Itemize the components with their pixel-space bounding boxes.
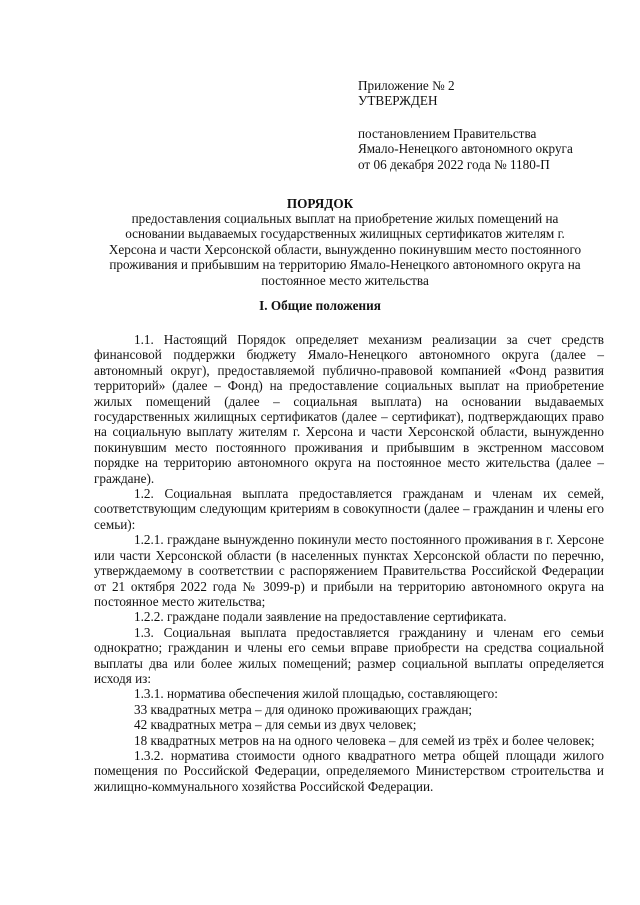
section-heading: I. Общие положения [259,298,381,313]
paragraph-1-2: 1.2. Социальная выплата предоставляется гражданам и членам их семей, соответствующим следующим критериям в совокупности (далее – гражданин и члены его семьи): [94,486,604,532]
resolution-date: от 06 декабря 2022 года № 1180-П [358,156,550,172]
approval-block [358,78,608,172]
norm-single: 33 квадратных метра – для одиноко проживающих граждан; [134,701,473,717]
approved-label: УТВЕРЖДЕН [358,93,438,109]
government-name: Ямало-Ненецкого автономного округа [358,141,573,157]
norm-two-persons: 42 квадратных метра – для семьи из двух человек; [134,717,417,733]
paragraph-1-3-2: 1.3.2. норматива стоимости одного квадратного метра общей площади жилого помещения по Российской Федерации, определяемого Министерством строительства и жилищно-коммунального хозяйства Российской Федерации. [94,747,604,794]
paragraph-1-2-1: 1.2.1. граждане вынужденно покинули место постоянного проживания в г. Херсоне или части Херсонской области (в населенных пунктах Херсонской области по перечню, утверждаемому в соответствии с распоряжением Правительства Российской Федерации от 21 октября 2022 года № 3099-р) и прибыли на территорию автономного округа на постоянное место жительства; [94,532,604,609]
paragraph-1-3-1: 1.3.1. норматива обеспечения жилой площадью, составляющего: [134,686,498,702]
paragraph-1-3: 1.3. Социальная выплата предоставляется гражданину и членам его семьи однократно; гражданин и члены его семьи вправе приобрести на средства социальной выплаты два или более жилых помещений; размер социальной выплаты определяется исходя из: [94,624,604,686]
document-title: ПОРЯДОК [286,196,354,211]
document-subtitle: предоставления социальных выплат на приобретение жилых помещений на основании выдаваемых государственных жилищных сертификатов жителям г. Херсона и части Херсонской области, вынужденно покинувшим место постоянного проживания и прибывшим на территорию Ямало-Ненецкого автономного округа на постоянное место жительства [108,211,582,288]
paragraph-1-1: 1.1. Настоящий Порядок определяет механизм реализации за счет средств финансовой поддержки бюджету Ямало-Ненецкого автономного округа (далее – автономный округ), предоставляемой публично-правовой компанией «Фонд развития территорий» (далее – Фонд) на предоставление социальных выплат на приобретение жилых помещений (далее – социальная выплата) на основании выдаваемых государственных жилищных сертификатов (далее – сертификат), подтверждающих право на социальную выплату жителям г. Херсона и части Херсонской области, вынужденно покинувшим место постоянного проживания и прибывшим в экстренном массовом порядке на территорию автономного округа на постоянное место жительства (далее – граждане). [94,332,604,486]
resolution-line: постановлением Правительства [358,125,537,141]
appendix-number: Приложение № 2 [358,78,455,93]
paragraph-1-2-2: 1.2.2. граждане подали заявление на предоставление сертификата. [134,609,507,625]
document-body [94,332,604,794]
norm-three-plus: 18 квадратных метров на на одного человека – для семей из трёх и более человек; [134,732,595,748]
